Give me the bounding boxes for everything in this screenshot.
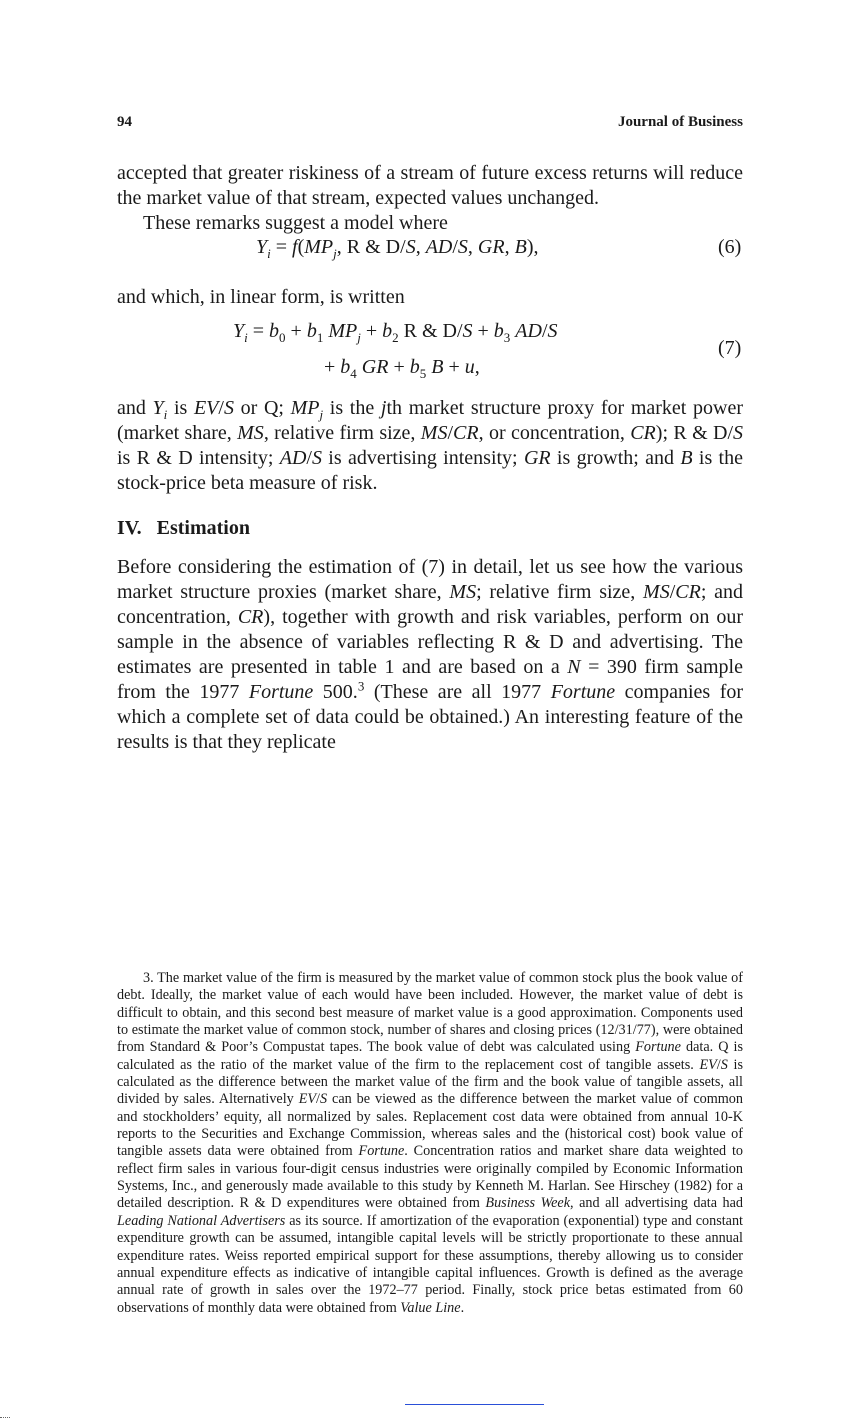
variable-definitions [117, 396, 743, 496]
corner-mark [0, 1417, 10, 1419]
equation-7-line-2: + $b_4$ GR + $b_5$ B + u, [324, 356, 480, 381]
section-heading: IV. Estimation [117, 517, 250, 539]
footnote-marker: 3. [143, 970, 154, 986]
body-text [117, 285, 743, 310]
paragraph: These remarks suggest a model where [143, 212, 448, 234]
paragraph: Before considering the estimation of (7) in detail, let us see how the various market structure proxies (market share, MS; relative firm size, MS/CR; and concentration, CR), together with growth and risk variables, perform on our sample in the absence of variables reflecting R & D and advertising. The estimates are presented in table 1 and are based on a N = 390 firm sample from the 1977 Fortune 500.$^3$ (These are all 1977 Fortune companies for which a complete set of data could be obtained.) An interesting feature of the results is that they replicate [117, 556, 744, 753]
journal-name: Journal of Business [617, 114, 743, 130]
footnote-text: 3. The market value of the firm is measured by the market value of common stock plus the book value of debt. Ideally, the market value of each would have been included. However, the market value of debt is difficult to obtain, and this second best measure of market value is a good approximation. Components used to estimate the market value of common stock, number of shares and closing prices (12/31/77), were obtained from Standard & Poor’s Compustat tapes. The book value of debt was calculated using Fortune data. Q is calculated as the ratio of the market value of the firm to the replacement cost of tangible assets. EV/S is calculated as the difference between the market value of the firm and the book value of tangible assets, all divided by sales. Alternatively EV/S can be viewed as the difference between the market value of common and stockholders’ equity, all normalized by sales. Replacement cost data were obtained from annual 10-K reports to the Securities and Exchange Commission, whereas sales and the (historical cost) book value of tangible assets data were obtained from Fortune. Concentration ratios and market share data weighted to reflect firm sales in various four-digit census industries were originally compiled by Economic Information Systems, Inc., and generously made available to this study by Kenneth M. Harlan. See Hirschey (1982) for a detailed description. R & D expenditures were obtained from Business Week, and all advertising data had Leading National Advertisers as its source. If amortization of the evaporation (exponential) type and constant expenditure growth can be assumed, intangible capital levels will be strictly proportionate to these annual expenditure rates. Weiss reported empirical support for these assumptions, thereby allowing us to consider annual expenditure effects as indicative of intangible capital influences. Growth is defined as the average annual rate of growth in sales over the 1972–77 period. Finally, stock price betas estimated from 60 observations of monthly data were obtained from Value Line. [117, 970, 744, 1316]
paragraph: and which, in linear form, is written [117, 286, 405, 308]
bottom-link-line [405, 1404, 544, 1405]
body-text-top [117, 161, 743, 236]
running-header [117, 114, 743, 134]
footnote-3 [117, 970, 743, 1317]
equation-number: (6) [718, 236, 742, 258]
equation-7-line-1: $Y_i = b_0 + b_1$ $MP_j + b_2$ R & $D/S + b_3$ AD/S [233, 320, 558, 345]
paragraph: and $Y_i$ is EV/S or Q; $MP_j$ is the jth market structure proxy for market power (market share, MS, relative firm size, MS/CR, or concentration, CR); R & D/S is R & D intensity; AD/S is advertising intensity; GR is growth; and B is the stock-price beta measure of risk. [117, 397, 744, 494]
estimation-paragraph [117, 555, 743, 755]
equation-6: $Y_i = f(MP_j$, R & D/S, AD/S, GR, B), [256, 236, 539, 261]
paragraph: accepted that greater riskiness of a stream of future excess returns will reduce the market value of that stream, expected values unchanged. [117, 162, 743, 209]
equation-number: (7) [718, 337, 742, 359]
page-number: 94 [117, 114, 132, 130]
